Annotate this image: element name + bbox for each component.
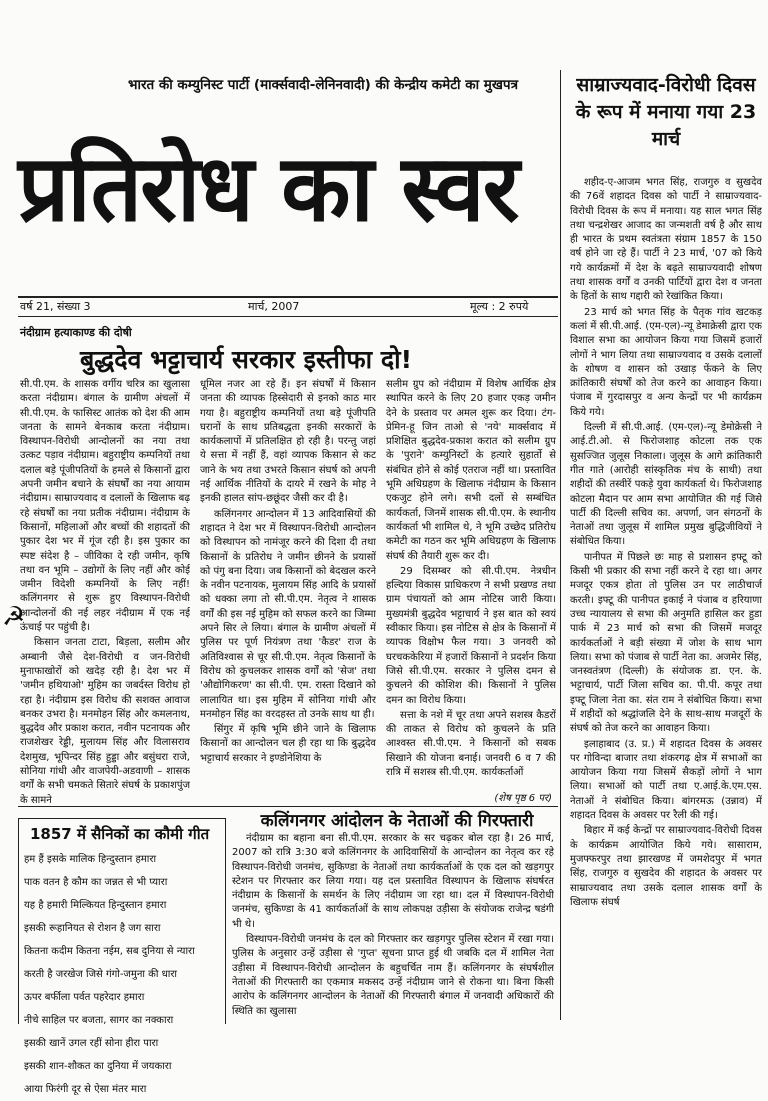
lead-col1-para-2: किसान जनता टाटा, बिड़ला, सलीम और अम्बानी जैसे देश-विरोधी व जन-विरोधी मुनाफाखोरों को खदेड़ रही है। देश भर में 'जमीन हथियाओ' मुहिम का जबर्दस्त विरोध हो रहा है। नंदीग्राम इस विरोध की सशक्त आवाज बनकर उभरा है। मनमोहन सिंह और कमलनाथ, बुद्धदेव और प्रकाश करात, नवीन पटनायक और राजशेखर रेड्डी, मुलायम सिंह और विलासराव देशमुख, भूपिन्दर सिंह हुड्डा और बसुंधरा राजे, सोनिया गांधी और वाजपेयी-अडवाणी – शासक वर्गों के सभी चमकते सितारे संघर्ष के प्रकाशपुंज के सामने	[20, 637, 190, 806]
lead-col3-para-3: सत्ता के नशे में चूर तथा अपने सशस्त्र कैडरों की ताकत से विरोध को कुचलने के प्रति आश्वस्त सी.पी.एम. ने किसानों को सबक सिखाने की योजना बनाई। जनवरी 6 व 7 की रात्रि में सशस्त्र सी.पी.एम. कार्यकर्ताओं	[386, 709, 556, 779]
second-para-1: नंदीग्राम का बहाना बना सी.पी.एम. सरकार के सर चढ़कर बोल रहा है। 26 मार्च, 2007 को रात्रि 3:30 बजे कलिंगनगर के आदिवासियों के आन्दोलन का नेतृत्व कर रहे विस्थापन-विरोधी जनमंच, सुकिण्डा के नेताओं तथा कार्यकर्ताओं के एक दल को खड़गपुर स्टेशन पर गिरफ्तार कर लिया गया। यह दल प्रस्तावित विस्थापन के खिलाफ संघर्षरत नंदीग्राम के किसानों के समर्थन के लिए नंदीग्राम जा रहा था। दल में विस्थापन-विरोधी जनमंच, सुकिण्डा के 41 कार्यकर्ताओं के साथ लोकपक्ष उड़ीसा के संयोजक राजेन्द्र षडंगी भी थे।	[232, 833, 554, 930]
poem-line: आया फिरंगी दूर से ऐसा मंतर मारा	[24, 1084, 147, 1095]
lead-col1-para-1: सी.पी.एम. के शासक वर्गीय चरित्र का खुलासा करता नंदीग्राम। बंगाल के ग्रामीण अंचलों में सी.पी.एम. के फासिस्ट आतंक को देश की आम जनता के सामने बेनकाब करता नंदीग्राम। विस्थापन-विरोधी आन्दोलनों का नया तथा उत्कट पड़ाव नंदीग्राम। बहुराष्ट्रीय कम्पनियों तथा दलाल बड़े पूंजीपतियों के हमले से किसानों द्वारा अपनी जमीन बचाने के संघर्षों का नया आयाम नंदीग्राम। साम्राज्यवाद व दलालों के खिलाफ बढ़ रहे संघर्षों का नया प्रतीक नंदीग्राम। नंदीग्राम के किसानों, महिलाओं और बच्चों की शहादतों की पुकार देश भर में गूंज रही है। इस पुकार का स्पष्ट संदेश है – जीविका दे रही जमीन, कृषि तथा वन भूमि – उद्योगों के लिए नहीं और कोई जमीन विदेशी कम्पनियों के लिए नहीं! कलिंगनगर से शुरू हुए विस्थापन-विरोधी आन्दोलनों की नई लहर नंदीग्राम में एक नई ऊंचाई पर पहुंची है।	[20, 379, 190, 634]
poem-line: नीचे साहिल पर बजता, सागर का नक्कारा	[24, 1015, 174, 1026]
lead-col3-para-2: 29 दिसम्बर को सी.पी.एम. नेत्रधीन हल्दिया विकास प्राधिकरण ने सभी प्रखण्ड तथा ग्राम पंचायतों को आम नोटिस जारी किया। मुख्यमंत्री बुद्धदेव भट्टाचार्य ने इस बात को स्वयं स्वीकार किया। इस नोटिस से क्षेत्र के किसानों में व्यापक विक्षोभ फैल गया। 3 जनवरी को घरचककेरिया में हजारों किसानों ने प्रदर्शन किया जिसे सी.पी.एम. सरकार ने पुलिस दमन से कुचलने की कोशिश की। किसानों ने पुलिस दमन का विरोध किया।	[386, 565, 556, 706]
issue-date: मार्च, 2007	[248, 300, 300, 313]
sidebar-headline: साम्राज्यवाद-विरोधी दिवस के रूप में मनाया गया 23 मार्च	[575, 74, 757, 150]
second-para-2: विस्थापन-विरोधी जनमंच के दल को गिरफ्तार कर खड़गपुर पुलिस स्टेशन में रखा गया। पुलिस के अनुसार उन्हें उड़ीसा से 'गुप्त' सूचना प्राप्त हुई थी जबकि दल में शामिल नेता उड़ीसा में विस्थापन-विरोधी आन्दोलन के बहुचर्चित नाम हैं। कलिंगनगर के संघर्षशील नेताओं की गिरफ्तारी का एकमात्र मकसद उन्हें नंदीग्राम जाने से रोकना था। बिना किसी आरोप के कलिंगनगर आन्दोलन के नेताओं की गिरफ्तारी बंगाल में जनवादी अधिकारों की स्थिति का खुलासा	[232, 934, 554, 1017]
lead-kicker: नंदीग्राम हत्याकाण्ड की दोषी	[20, 326, 132, 339]
sidebar-para-1: शहीद-ए-आजम भगत सिंह, राजगुरु व सुखदेव की 76वें शहादत दिवस को पार्टी ने साम्राज्यवाद-विरोधी दिवस के रूप में मनाया। यह साल भगत सिंह तथा चन्द्रशेखर आजाद का जन्मशती वर्ष है और साथ ही भारत के प्रथम स्वतंत्रता संग्राम 1857 के 150 वर्ष होने जा रहे हैं। पार्टी ने 23 मार्च, '07 को किये गये कार्यक्रमों में देश के बढ़ते साम्राज्यवादी शोषण तथा शासक वर्गों व उनकी पार्टियों द्वारा देश व जनता के हितों के साथ गद्दारी को रेखांकित किया।	[570, 177, 762, 303]
rule-bottom	[18, 316, 558, 317]
poem-line: हम हैं इसके मालिक हिन्दुस्तान हमारा	[24, 854, 157, 865]
poem-line: इसकी शान-शौकत का दुनिया में जयकारा	[24, 1061, 172, 1072]
flag-emblem-icon: ☭	[2, 602, 26, 632]
lead-column-1	[20, 378, 190, 808]
column-divider	[560, 70, 561, 1020]
sidebar-para-3: दिल्ली में सी.पी.आई. (एम-एल)-न्यू डेमोक्रेसी ने आई.टी.ओ. से फिरोजशाह कोटला तक एक सुसज्जित जुलूस निकाला। जुलूस के आगे क्रांतिकारी गीत गाते (आरोही सांस्कृतिक मंच के साथी) तथा शहीदों की तस्वीरें पकड़े युवा कार्यकर्ता थे। फिरोजशाह कोटला मैदान पर आम सभा आयोजित की गई जिसे पार्टी की दिल्ली सचिव का. अपर्णा, जन संगठनों के नेताओं तथा जुलूस में शामिल प्रमुख बुद्धिजीवियों ने संबोधित किया।	[570, 422, 762, 548]
poem-lines	[24, 848, 224, 1101]
continued-note: (शेष पृष्ठ 6 पर)	[494, 792, 552, 806]
sidebar-para-6: बिहार में कई केन्द्रों पर साम्राज्यवाद-विरोधी दिवस के कार्यक्रम आयोजित किये गये। सासाराम, मुजफ्फरपुर तथा झारखण्ड में जमशेदपुर में भगत सिंह, राजगुरु व सुखदेव की शहादत के अवसर पर साम्राज्यवाद तथा उसके दलाल शासक वर्गों के खिलाफ संघर्ष	[570, 825, 762, 908]
lead-column-3	[386, 378, 556, 806]
lead-col2-para-2: कलिंगनगर आन्दोलन में 13 आदिवासियों की शहादत ने देश भर में विस्थापन-विरोधी आन्दोलन को विस्थापन को नामंजूर करने की दिशा दी तथा किसानों के प्रतिरोध ने जमीन छीनने के प्रयासों को पंगु बना दिया। जब किसानों को बेदखल करने के नवीन पटनायक, मुलायम सिंह आदि के प्रयासों को धक्का लगा तो सी.पी.एम. नेतृत्व ने शासक वर्गों की इस नई मुहिम को सफल करने का जिम्मा अपने सिर ले लिया। बंगाल के ग्रामीण अंचलों में पुलिस पर पूर्ण नियंत्रण तथा 'कैडर' राज के अतिविश्वास से चूर सी.पी.एम. नेतृत्व किसानों के विरोध को कुचलकर शासक वर्गों को 'सेज' तथा 'औद्योगिकरण' का सी.पी. एम. रास्ता दिखाने को लालायित था। इस मुहिम में सोनिया गांधी और मनमोहन सिंह का वरदहस्त तो उनके साथ था ही।	[200, 508, 376, 720]
sidebar-article	[570, 176, 762, 1024]
second-article	[232, 832, 554, 1024]
poem-line: पाक वतन है कौम का जन्नत से भी प्यारा	[24, 877, 168, 888]
second-headline: कलिंगनगर आंदोलन के नेताओं की गिरफ्तारी	[260, 811, 534, 831]
poem-line: ऊपर बर्फीला पर्वत पहरेदार हमारा	[24, 992, 145, 1003]
lead-col2-para-1: धूमिल नजर आ रहे हैं। इन संघर्षों में किसान जनता की व्यापक हिस्सेदारी से इनको काठ मार गया है। बहुराष्ट्रीय कम्पनियों तथा बड़े पूंजीपति घरानों के साथ प्रतिबद्धता इनकी सरकारों के कार्यकलापों में प्रतिलक्षित हो रही है। परन्तु जहां ये सत्ता में नहीं हैं, वहां व्यापक किसान से कट जाने के भय तथा उभरते किसान संघर्ष को अपनी नई आर्थिक नीतियों के दायरे में रखने के मोह ने इनकी हालत सांप-छछूंदर जैसी कर दी है।	[200, 379, 376, 505]
poem-line: इसकी रूहानियत से रोशन है जग सारा	[24, 923, 161, 934]
poem-title: 1857 में सैनिकों का कौमी गीत	[30, 825, 210, 843]
poem-line: कितना कदीम कितना नईम, सब दुनिया से न्यारा	[24, 946, 195, 957]
lead-column-2	[200, 378, 376, 808]
rule-top	[18, 296, 558, 298]
sidebar-para-2: 23 मार्च को भगत सिंह के पैतृक गांव खटकड़ कलां में सी.पी.आई. (एम-एल)-न्यू डेमाक्रेसी द्वारा एक विशाल सभा का आयोजन किया गया जिसमें हजारों लोगों ने भाग लिया तथा साम्राज्यवाद व उसके दलालों के शोषण व शासन को उखाड़ फेंकने के लिए क्रांतिकारी संघर्षों को तेज करने का आवाहन किया। पंजाब में गुरदासपुर व अन्य केन्द्रों पर भी कार्यक्रम किये गये।	[570, 306, 762, 418]
issue-price: मूल्य : 2 रुपये	[470, 300, 529, 313]
poem-line: करती है जरखेज जिसे गंगो-जमुना की धारा	[24, 969, 178, 980]
poem-line: इसकी खानें उगल रहीं सोना हीरा पारा	[24, 1038, 159, 1049]
sidebar-para-4: पानीपत में पिछले छः माह से प्रशासन इफ्टू को किसी भी प्रकार की सभा नहीं करने दे रहा था। अगर मजदूर एकत्र होता तो पुलिस उन पर लाठीचार्ज करती। इफ्टू की पानीपत इकाई ने पंजाब व हरियाणा उच्च न्यायालय से सभा की अनुमति हासिल कर हुडा पार्क में 23 मार्च को सभा की जिसमें मजदूर कार्यकर्ताओं ने बड़ी संख्या में जोश के साथ भाग लिया। सभा को पंजाब से पार्टी नेता का. अजमेर सिंह, जनस्वतंत्रण (दिल्ली) के संयोजक डा. एन. के. भट्टाचार्य, पार्टी जिला सचिव का. पी.पी. कपूर तथा इफ्टू जिला नेता का. संत राम ने संबोधित किया। सभा में शहीदों को श्रद्धांजलि देने के साथ-साथ मजदूरों के संघर्ष को तेज करने का आवाहन किया।	[570, 551, 762, 735]
lead-headline: बुद्धदेव भट्टाचार्य सरकार इस्तीफा दो!	[80, 345, 413, 374]
sidebar-para-5: इलाहाबाद (उ. प्र.) में शहादत दिवस के अवसर पर गोविन्दा बाजार तथा शंकरगढ़ क्षेत्र में सभाओं का आयोजन किया गया जिसमें सैकड़ों लोगों ने भाग लिया। सभाओं को पार्टी तथा ए.आई.के.एम.एस. नेताओं ने संबोधित किया। बांगरमऊ (उन्नाव) में शहादत दिवस के अवसर पर रैली की गई।	[570, 738, 762, 822]
lead-col2-para-3: सिंगुर में कृषि भूमि छीने जाने के खिलाफ किसानों का आन्दोलन चल ही रहा था कि बुद्धदेव भट्टाचार्य सरकार ने इण्डोनेशिया के	[200, 724, 376, 764]
lead-col3-para-1: सलीम ग्रुप को नंदीग्राम में विशेष आर्थिक क्षेत्र स्थापित करने के लिए 20 हजार एकड़ जमीन देने के प्रस्ताव पर अमल शुरू कर दिया। टंग-प्रेमिन-हू जिन ताओ से 'नये' मार्क्सवाद में प्रशिक्षित बुद्धदेव-प्रकाश करात को सलीम ग्रुप के 'पुराने' कम्युनिस्टों के हत्यारे सुहार्तो से संबंधित होने से कोई एतराज नहीं था। प्रस्तावित भूमि अधिग्रहण के खिलाफ नंदीग्राम के किसान एकजुट होने लगे। सभी दलों से सम्बंधित कार्यकर्ता, जिनमें शासक सी.पी.एम. के स्थानीय कार्यकर्ता भी शामिल थे, ने भूमि उच्छेद प्रतिरोध कमेटी का गठन कर भूमि अधिग्रहण के खिलाफ संघर्ष की तैयारी शुरू कर दी।	[386, 379, 556, 562]
issue-volume: वर्ष 21, संख्या 3	[20, 300, 91, 313]
masthead-subtitle: भारत की कम्युनिस्ट पार्टी (मार्क्सवादी-लेनिनवादी) की केन्द्रीय कमेटी का मुखपत्र	[127, 77, 519, 93]
masthead-title: प्रतिरोध का स्वर	[18, 134, 518, 242]
rule-section	[18, 806, 558, 807]
poem-line: यह है हमारी मिल्कियत हिन्दुस्तान हमारा	[24, 900, 167, 911]
